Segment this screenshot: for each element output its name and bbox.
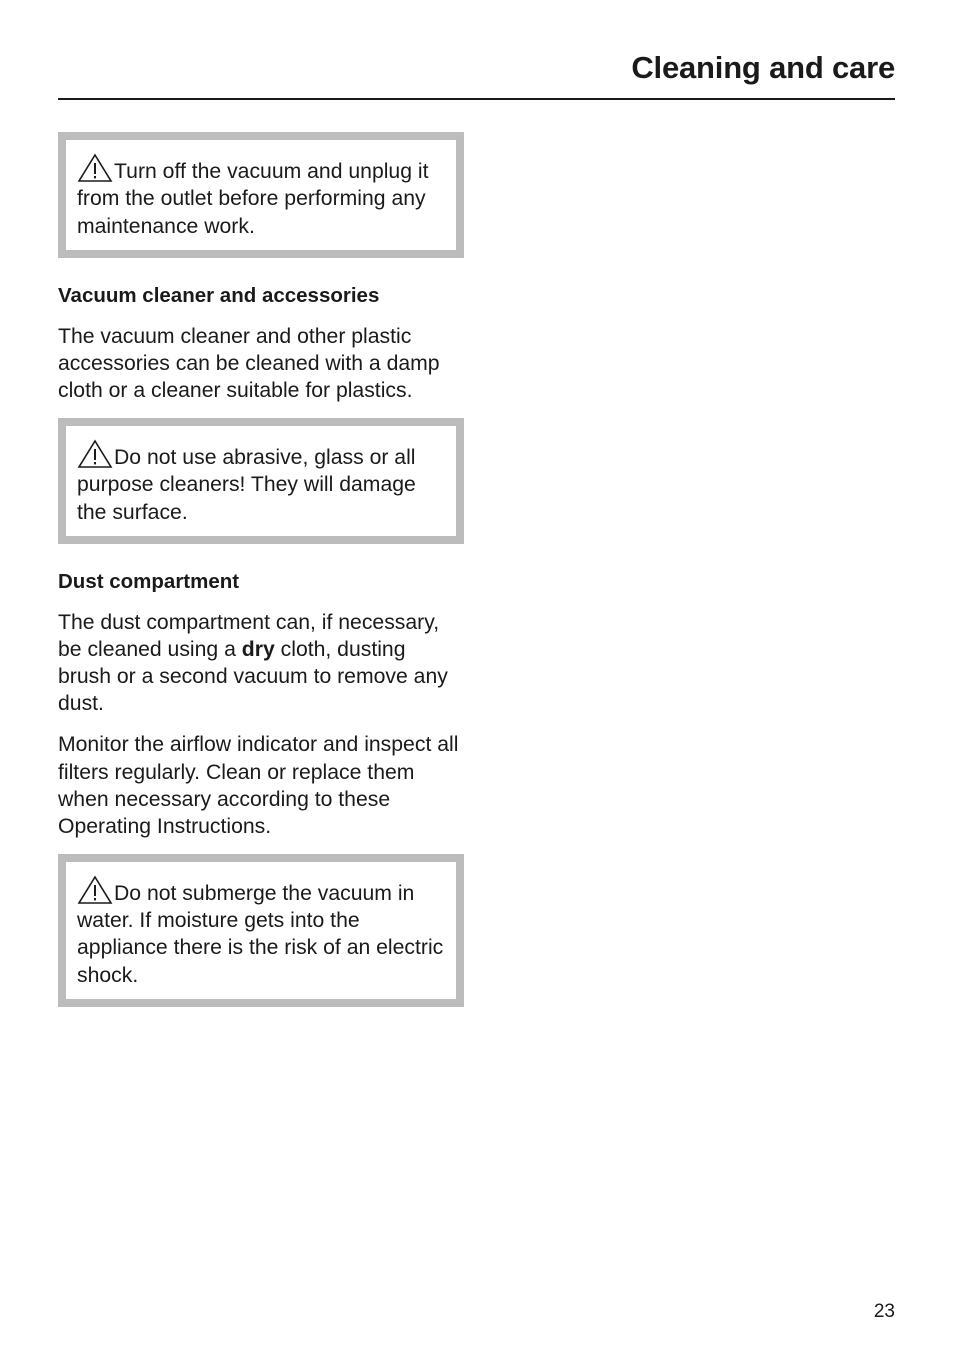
warning-triangle-icon — [77, 439, 113, 469]
warning-triangle-icon — [77, 875, 113, 905]
paragraph-text: cloth, dusting brush or a second vacuum to remove any dust. — [58, 638, 448, 716]
warning-text: Turn off the vacuum and unplug it from the outlet before performing any maintenance work. — [77, 160, 429, 238]
page-title: Cleaning and care — [631, 50, 895, 85]
page-number: 23 — [873, 1301, 895, 1322]
section-heading: Vacuum cleaner and accessories — [58, 283, 380, 307]
emphasis-text: dry — [241, 638, 275, 662]
warning-text: Do not use abrasive, glass or all purpose cleaners! They will damage the surface. — [77, 446, 416, 524]
paragraph-text: The dust compartment can, if necessary, be cleaned using a — [58, 611, 440, 662]
warning-text: Do not submerge the vacuum in water. If moisture gets into the appliance there is the risk of an electric shock. — [77, 881, 444, 987]
warning-box-submerge — [58, 854, 464, 1007]
warning-box-unplug — [58, 132, 464, 258]
section-paragraph: The vacuum cleaner and other plastic accessories can be cleaned with a damp cloth or a cleaner suitable for plastics. — [58, 324, 440, 403]
header-rule — [58, 98, 895, 100]
section-paragraph — [58, 609, 464, 717]
section-paragraph: Monitor the airflow indicator and inspect all filters regularly. Clean or replace them when necessary according to these Operating Instructions. — [58, 733, 459, 838]
warning-box-cleaners — [58, 418, 464, 544]
section-heading: Dust compartment — [58, 570, 240, 594]
content-column — [58, 132, 464, 1031]
warning-triangle-icon — [77, 153, 113, 183]
